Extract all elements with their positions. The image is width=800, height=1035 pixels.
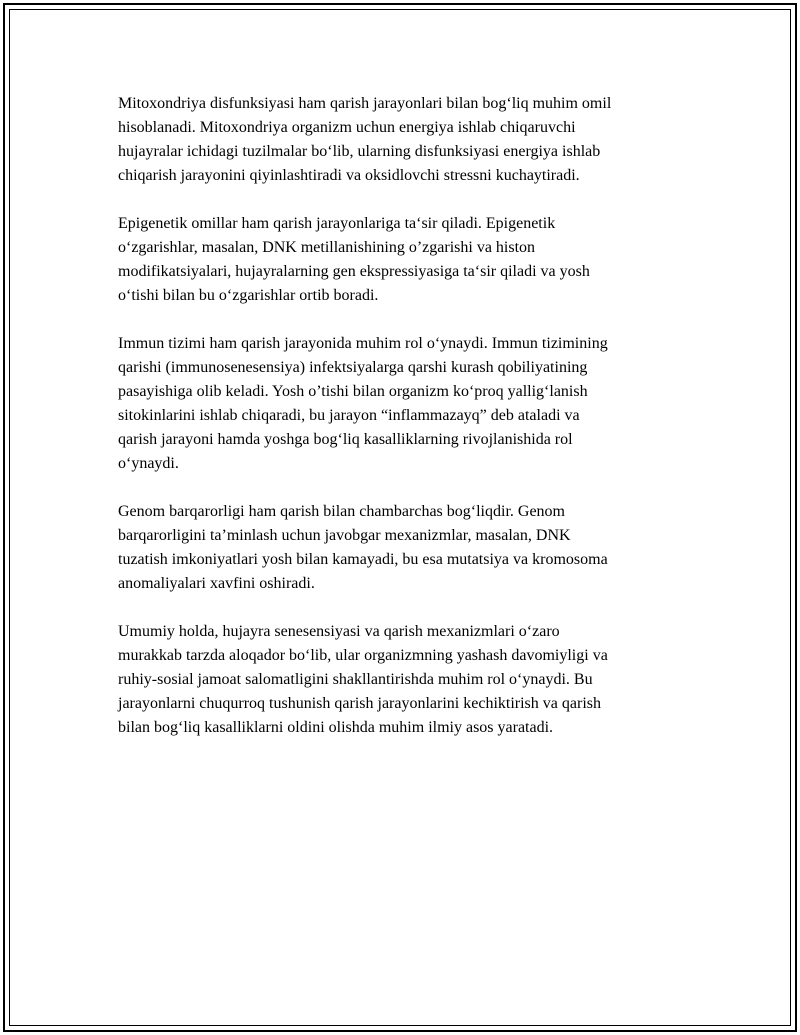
paragraph-line: anomaliyalari xavfini oshiradi. [118,575,315,592]
paragraph-line: ruhiy-sosial jamoat salomatligini shakllantirishda muhim rol o‘ynaydi. Bu [118,671,593,688]
paragraph-line: barqarorligini ta’minlash uchun javobgar mexanizmlar, masalan, DNK [118,527,571,544]
paragraph-line: jarayonlarni chuqurroq tushunish qarish jarayonlarini kechiktirish va qarish [118,695,601,712]
paragraph-conclusion [118,620,698,740]
paragraph-line: hisoblanadi. Mitoxondriya organizm uchun energiya ishlab chiqaruvchi [118,119,576,136]
paragraph-line: pasayishiga olib keladi. Yosh o’tishi bilan organizm ko‘proq yallig‘lanish [118,383,588,400]
paragraph-mitochondria [118,92,698,188]
paragraph-line: Mitoxondriya disfunksiyasi ham qarish jarayonlari bilan bog‘liq muhim omil [118,95,612,112]
paragraph-immune-system [118,332,698,476]
paragraph-epigenetics [118,212,698,308]
paragraph-line: hujayralar ichidagi tuzilmalar bo‘lib, ularning disfunksiyasi energiya ishlab [118,143,601,160]
paragraph-genome-stability [118,500,698,596]
paragraph-line: Epigenetik omillar ham qarish jarayonlariga ta‘sir qiladi. Epigenetik [118,215,556,232]
paragraph-line: murakkab tarzda aloqador bo‘lib, ular organizmning yashash davomiyligi va [118,647,608,664]
paragraph-line: o‘ynaydi. [118,455,179,472]
paragraph-line: o‘zgarishlar, masalan, DNK metillanishining o’zgarishi va histon [118,239,536,256]
document-body [118,92,698,764]
paragraph-line: Genom barqarorligi ham qarish bilan chambarchas bog‘liqdir. Genom [118,503,565,520]
paragraph-line: tuzatish imkoniyatlari yosh bilan kamayadi, bu esa mutatsiya va kromosoma [118,551,608,568]
paragraph-line: Immun tizimi ham qarish jarayonida muhim rol o‘ynaydi. Immun tizimining [118,335,608,352]
paragraph-line: qarish jarayoni hamda yoshga bog‘liq kasalliklarning rivojlanishida rol [118,431,573,448]
paragraph-line: sitokinlarini ishlab chiqaradi, bu jarayon “inflammazayq” deb ataladi va [118,407,580,424]
paragraph-line: Umumiy holda, hujayra senesensiyasi va qarish mexanizmlari o‘zaro [118,623,560,640]
paragraph-line: qarishi (immunosenesensiya) infektsiyalarga qarshi kurash qobiliyatining [118,359,588,376]
paragraph-line: chiqarish jarayonini qiyinlashtiradi va oksidlovchi stressni kuchaytiradi. [118,167,580,184]
paragraph-line: modifikatsiyalari, hujayralarning gen ekspressiyasiga ta‘sir qiladi va yosh [118,263,590,280]
paragraph-line: o‘tishi bilan bu o‘zgarishlar ortib boradi. [118,287,379,304]
paragraph-line: bilan bog‘liq kasalliklarni oldini olishda muhim ilmiy asos yaratadi. [118,719,554,736]
